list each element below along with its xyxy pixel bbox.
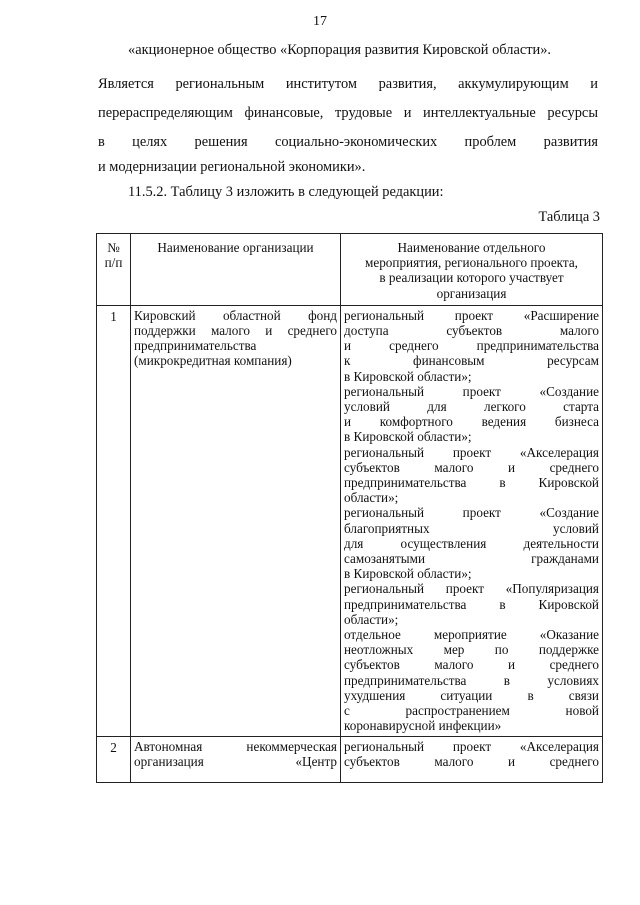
cell-line: в Кировской области»; — [344, 566, 472, 582]
header-line: в реализации которого участвует — [379, 270, 564, 286]
cell-line: к финансовым ресурсам — [344, 353, 599, 369]
row-number: 1 — [97, 305, 131, 736]
organization-cell — [131, 305, 341, 736]
table-header-row — [97, 234, 603, 306]
cell-line: региональный проект «Популяризация — [344, 581, 599, 597]
cell-line: субъектов малого и среднего — [344, 657, 599, 673]
organizations-table — [96, 233, 603, 783]
page-number: 17 — [313, 14, 327, 29]
cell-line: предпринимательства — [134, 338, 257, 354]
cell-line: Кировский областной фонд — [134, 307, 337, 323]
cell-line: для осуществления деятельности — [344, 535, 599, 551]
cell-line: субъектов малого и среднего — [344, 753, 599, 769]
cell-line: предпринимательства в Кировской — [344, 596, 599, 612]
cell-line: отдельное мероприятие «Оказание — [344, 627, 599, 643]
cell-line: поддержки малого и среднего — [134, 323, 337, 339]
cell-line: и среднего предпринимательства — [344, 338, 599, 354]
cell-line: субъектов малого и среднего — [344, 459, 599, 475]
cell-line: коронавирусной инфекции» — [344, 718, 502, 734]
cell-line: благоприятных условий — [344, 520, 599, 536]
row-number: 2 — [97, 736, 131, 782]
cell-line: ухудшения ситуации в связи — [344, 687, 599, 703]
header-organization — [131, 234, 341, 306]
cell-line: доступа субъектов малого — [344, 323, 599, 339]
cell-line: неотложных мер по поддержке — [344, 642, 599, 658]
header-line: мероприятия, регионального проекта, — [365, 255, 578, 271]
header-line: Наименование организации — [157, 240, 314, 255]
header-line: Наименование отдельного — [397, 240, 546, 255]
amendment-text: 11.5.2. Таблицу 3 изложить в следующей редакции: — [128, 184, 444, 200]
cell-line: области»; — [344, 490, 399, 506]
header-line: организация — [436, 285, 507, 301]
cell-line: Автономная некоммерческая — [134, 738, 337, 754]
cell-line: региональный проект «Акселерация — [344, 444, 599, 460]
event-cell — [341, 305, 603, 736]
cell-line: региональный проект «Создание — [344, 505, 599, 521]
header-line: № — [107, 240, 120, 255]
cell-line: региональный проект «Расширение — [344, 307, 599, 323]
intro-line: «акционерное общество «Корпорация развития Кировской области». — [128, 42, 551, 58]
intro-line: перераспределяющим финансовые, трудовые и интеллектуальные ресурсы — [98, 105, 598, 121]
cell-line: в Кировской области»; — [344, 368, 472, 384]
cell-line: области»; — [344, 611, 399, 627]
cell-line: условий для легкого старта — [344, 399, 599, 415]
event-cell — [341, 736, 603, 782]
intro-line: и модернизации региональной экономики». — [98, 159, 366, 175]
cell-line: с распространением новой — [344, 703, 599, 719]
cell-line: организация «Центр — [134, 753, 337, 769]
cell-line: в Кировской области»; — [344, 429, 472, 445]
intro-line: в целях решения социально-экономических проблем развития — [98, 134, 598, 150]
intro-line: Является региональным институтом развития, аккумулирующим и — [98, 76, 598, 92]
cell-line: (микрокредитная компания) — [134, 353, 292, 369]
cell-line: региональный проект «Создание — [344, 383, 599, 399]
table-caption: Таблица 3 — [538, 209, 600, 225]
header-event — [341, 234, 603, 306]
header-line: п/п — [104, 255, 123, 271]
cell-line: предпринимательства в Кировской — [344, 475, 599, 491]
cell-line: предпринимательства в условиях — [344, 672, 599, 688]
table-row — [97, 736, 603, 782]
header-num — [97, 234, 131, 306]
cell-line: региональный проект «Акселерация — [344, 738, 599, 754]
table-row — [97, 305, 603, 736]
cell-line: и комфортного ведения бизнеса — [344, 414, 599, 430]
cell-line: самозанятыми гражданами — [344, 551, 599, 567]
organization-cell — [131, 736, 341, 782]
